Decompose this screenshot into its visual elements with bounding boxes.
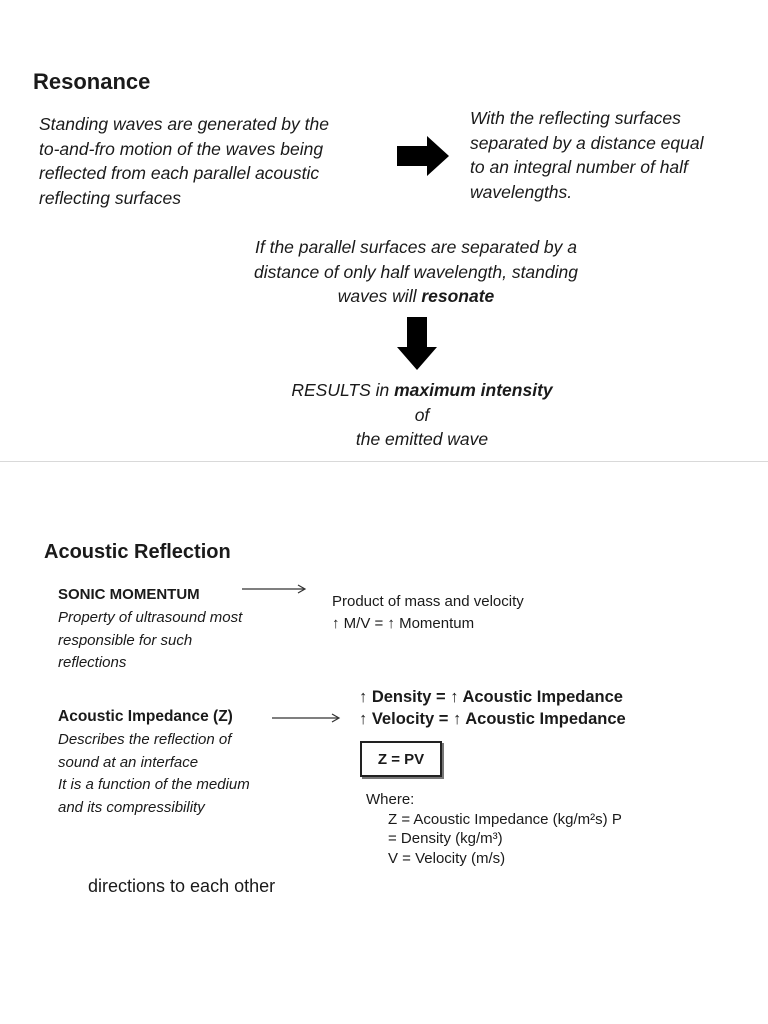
text-line: Product of mass and velocity bbox=[332, 593, 524, 610]
impedance-description bbox=[58, 729, 318, 819]
text-line: to an integral number of half bbox=[470, 157, 688, 177]
where-label: Where: bbox=[366, 791, 415, 808]
resonance-title: Resonance bbox=[33, 69, 151, 94]
velocity-equation: ↑ Velocity = ↑ Acoustic Impedance bbox=[359, 710, 626, 728]
text-line: separated by a distance equal bbox=[470, 132, 704, 153]
text-line: wavelengths. bbox=[470, 181, 573, 202]
sonic-momentum-description bbox=[58, 607, 298, 675]
resonance-result bbox=[222, 378, 622, 452]
arrow-right-icon bbox=[397, 136, 451, 176]
text-line bbox=[196, 284, 636, 309]
arrow-right-icon bbox=[272, 712, 342, 724]
text-line: ↑ M/V = ↑ Momentum bbox=[332, 614, 475, 632]
text-line: the emitted wave bbox=[355, 429, 489, 449]
text-span: waves will bbox=[337, 286, 422, 306]
text-line: responsible for such bbox=[58, 631, 193, 649]
arrow-down-icon bbox=[397, 317, 437, 371]
text-span: RESULTS in bbox=[291, 380, 395, 400]
text-line: With the reflecting surfaces bbox=[470, 108, 681, 128]
resonance-right-text bbox=[470, 106, 760, 204]
text-line: and its compressibility bbox=[58, 798, 205, 816]
formula-legend bbox=[366, 790, 696, 868]
text-line: reflections bbox=[58, 654, 127, 671]
impedance-heading: Acoustic Impedance (Z) bbox=[58, 708, 233, 725]
text-line bbox=[222, 378, 622, 403]
sonic-momentum-definition bbox=[332, 591, 632, 635]
text-line: Standing waves are generated by the bbox=[39, 114, 329, 134]
text-line: reflecting surfaces bbox=[39, 187, 182, 208]
trailing-text: directions to each other bbox=[88, 876, 276, 896]
text-line: to-and-fro motion of the waves being bbox=[39, 138, 324, 159]
arrow-right-icon bbox=[242, 583, 308, 595]
density-equation: ↑ Density = ↑ Acoustic Impedance bbox=[359, 688, 623, 706]
text-line: sound at an interface bbox=[58, 753, 199, 771]
resonance-left-text bbox=[39, 112, 399, 210]
reflection-title: Acoustic Reflection bbox=[44, 541, 231, 563]
text-line: It is a function of the medium bbox=[58, 776, 250, 793]
legend-p: = Density (kg/m³) bbox=[388, 830, 503, 847]
max-intensity-emphasis: maximum intensity bbox=[394, 380, 553, 400]
text-line: If the parallel surfaces are separated by a bbox=[255, 237, 577, 257]
legend-v: V = Velocity (m/s) bbox=[388, 849, 506, 867]
resonance-condition bbox=[196, 235, 636, 309]
resonate-emphasis: resonate bbox=[421, 286, 495, 306]
text-line: Property of ultrasound most bbox=[58, 609, 243, 626]
text-line: reflected from each parallel acoustic bbox=[39, 163, 320, 183]
legend-z: Z = Acoustic Impedance (kg/m²s) P bbox=[388, 810, 622, 828]
text-line: Describes the reflection of bbox=[58, 731, 232, 748]
sonic-momentum-heading: SONIC MOMENTUM bbox=[58, 586, 200, 603]
text-line: distance of only half wavelength, standing bbox=[254, 261, 578, 282]
text-line: of bbox=[414, 404, 430, 425]
section-divider bbox=[0, 461, 768, 462]
formula-box: Z = PV bbox=[360, 741, 442, 777]
